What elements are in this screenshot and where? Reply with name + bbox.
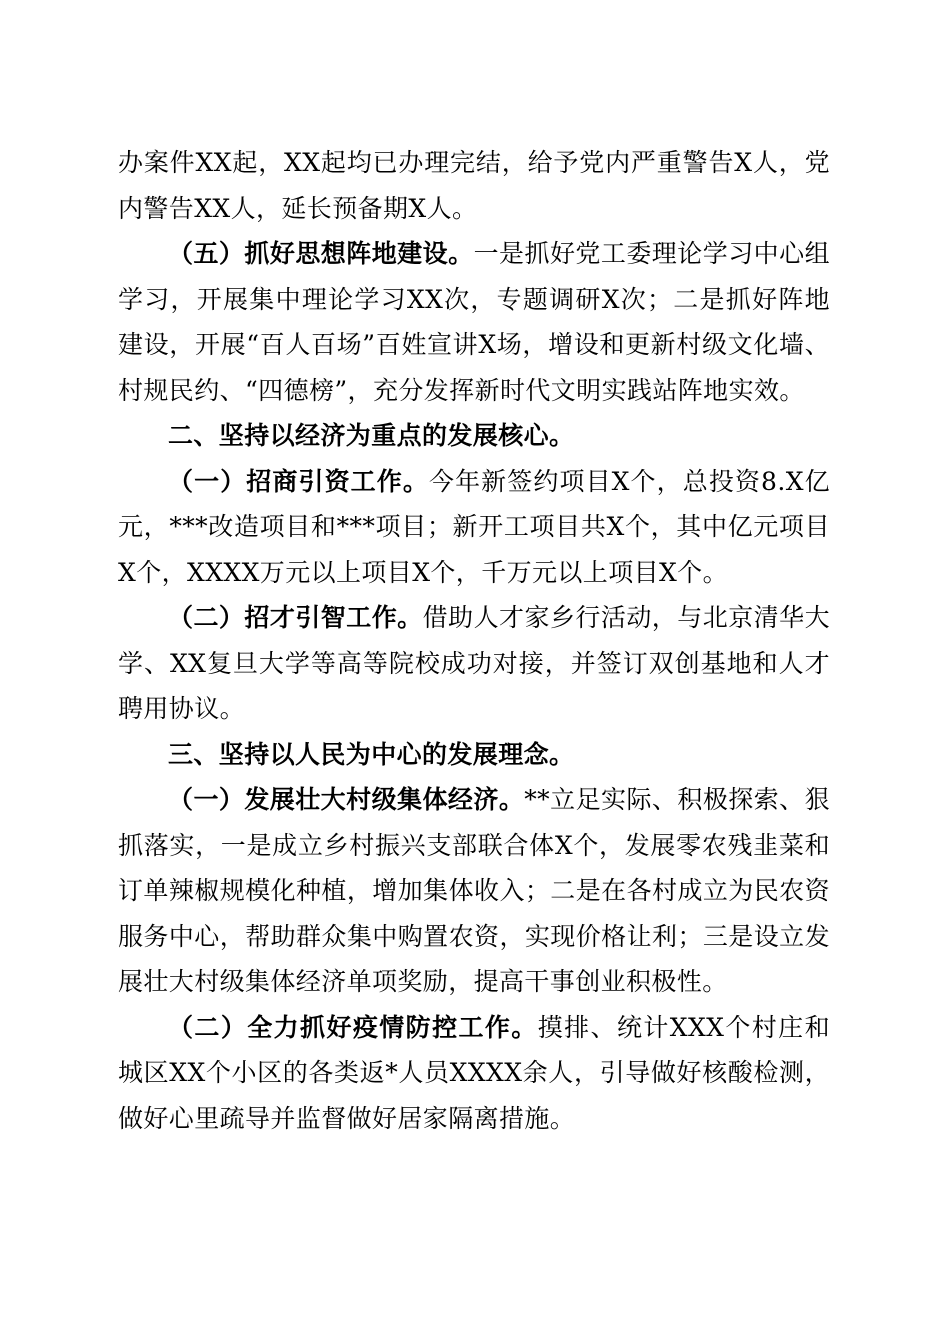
paragraph-talent-attraction	[118, 595, 830, 732]
paragraph-lead: （一）招商引资工作。	[168, 466, 429, 496]
document-body	[118, 140, 830, 1141]
paragraph-text: 借助人才家乡行活动，与北京清华大学、XX复旦大学等高等院校成功对接，并签订双创基地和人才聘用协议。	[118, 603, 830, 723]
paragraph-lead: （二）全力抓好疫情防控工作。	[168, 1012, 538, 1042]
paragraph-text: 摸排、统计XXX个村庄和城区XX个小区的各类返*人员XXXX余人，引导做好核酸检测，做好心里疏导并监督做好居家隔离措施。	[118, 1012, 830, 1133]
section-heading-people: 三、坚持以人民为中心的发展理念。	[168, 739, 575, 769]
paragraph-text: 今年新签约项目X个，总投资8.X亿元，***改造项目和***项目；新开工项目共X个，其中亿元项目X个，XXXX万元以上项目X个，千万元以上项目X个。	[118, 466, 830, 587]
paragraph-text: 办案件XX起，XX起均已办理完结，给予党内严重警告X人，党内警告XX人，延长预备期X人。	[118, 148, 830, 223]
paragraph-ideological-front	[118, 231, 830, 413]
paragraph-investment-attraction	[118, 459, 830, 596]
section-heading-economy: 二、坚持以经济为重点的发展核心。	[168, 421, 575, 450]
paragraph-lead: （一）发展壮大村级集体经济。	[168, 785, 525, 814]
paragraph-lead: （二）招才引智工作。	[168, 603, 423, 632]
paragraph-lead: （五）抓好思想阵地建设。	[168, 239, 474, 268]
paragraph-text: 一是抓好党工委理论学习中心组学习，开展集中理论学习XX次，专题调研X次；二是抓好阵地建设，开展“百人百场”百姓宣讲X场，增设和更新村级文化墙、村规民约、“四德榜”，充分发挥新时代文明实践站阵地实效。	[118, 239, 830, 405]
paragraph-continued-case-handling	[118, 140, 830, 231]
paragraph-text: **立足实际、积极探索、狠抓落实，一是成立乡村振兴支部联合体X个，发展零农残韭菜和订单辣椒规模化种植，增加集体收入；二是在各村成立为民农资服务中心，帮助群众集中购置农资，实现价格让利；三是设立发展壮大村级集体经济单项奖励，提高干事创业积极性。	[118, 785, 831, 996]
paragraph-collective-economy	[118, 777, 830, 1005]
paragraph-epidemic-control	[118, 1005, 830, 1142]
